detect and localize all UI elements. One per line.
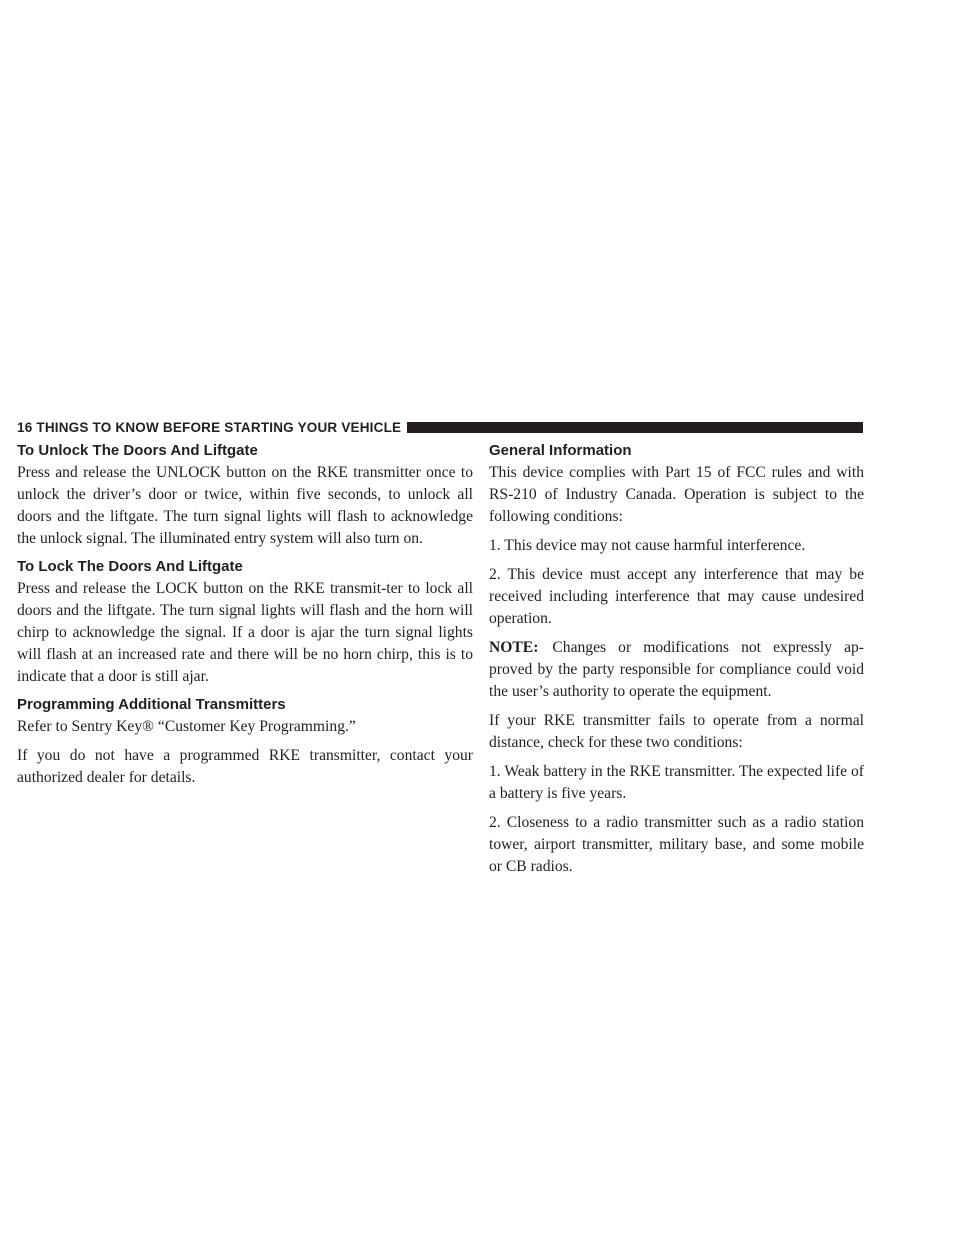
note-paragraph [489, 637, 864, 703]
general-para-6: 2. Closeness to a radio transmitter such as a radio station tower, airport transmitter, military base, and some mobile or CB radios. [489, 814, 864, 875]
page-header [17, 416, 863, 438]
general-section-title: General Information [489, 442, 632, 459]
page-header-text: 16 THINGS TO KNOW BEFORE STARTING YOUR VEHICLE [17, 419, 402, 435]
programming-section-body-2: If you do not have a programmed RKE transmitter, contact your authorized dealer for details. [17, 747, 473, 786]
unlock-section-title: To Unlock The Doors And Liftgate [17, 442, 258, 459]
left-column [17, 441, 473, 796]
lock-section-title: To Lock The Doors And Liftgate [17, 558, 243, 575]
programming-section-body-1: Refer to Sentry Key® “Customer Key Programming.” [17, 718, 356, 735]
right-column [489, 441, 864, 885]
header-rule [407, 422, 863, 433]
general-para-1: This device complies with Part 15 of FCC rules and with RS-210 of Industry Canada. Operation is subject to the following conditions: [489, 464, 864, 525]
unlock-section-body: Press and release the UNLOCK button on the RKE transmitter once to unlock the driver’s door or twice, within five seconds, to unlock all doors and the liftgate. The turn signal lights will flash to acknowledge the unlock signal. The illuminated entry system will also turn on. [17, 464, 473, 547]
note-text: Changes or modifications not expressly ap-proved by the party responsible for compliance could void the user’s authority to operate the equipment. [489, 639, 864, 700]
general-para-3: 2. This device must accept any interference that may be received including interference that may cause undesired operation. [489, 566, 864, 627]
programming-section-title: Programming Additional Transmitters [17, 696, 286, 713]
general-para-5: 1. Weak battery in the RKE transmitter. The expected life of a battery is five years. [489, 763, 864, 802]
note-label: NOTE: [489, 639, 539, 656]
general-para-4: If your RKE transmitter fails to operate from a normal distance, check for these two conditions: [489, 712, 864, 751]
general-para-2: 1. This device may not cause harmful interference. [489, 537, 806, 554]
lock-section-body: Press and release the LOCK button on the RKE transmit-ter to lock all doors and the liftgate. The turn signal lights will flash and the horn will chirp to acknowledge the signal. If a door is ajar the turn signal lights will flash at an increased rate and there will be no horn chirp, this is to indicate that a door is still ajar. [17, 580, 473, 685]
